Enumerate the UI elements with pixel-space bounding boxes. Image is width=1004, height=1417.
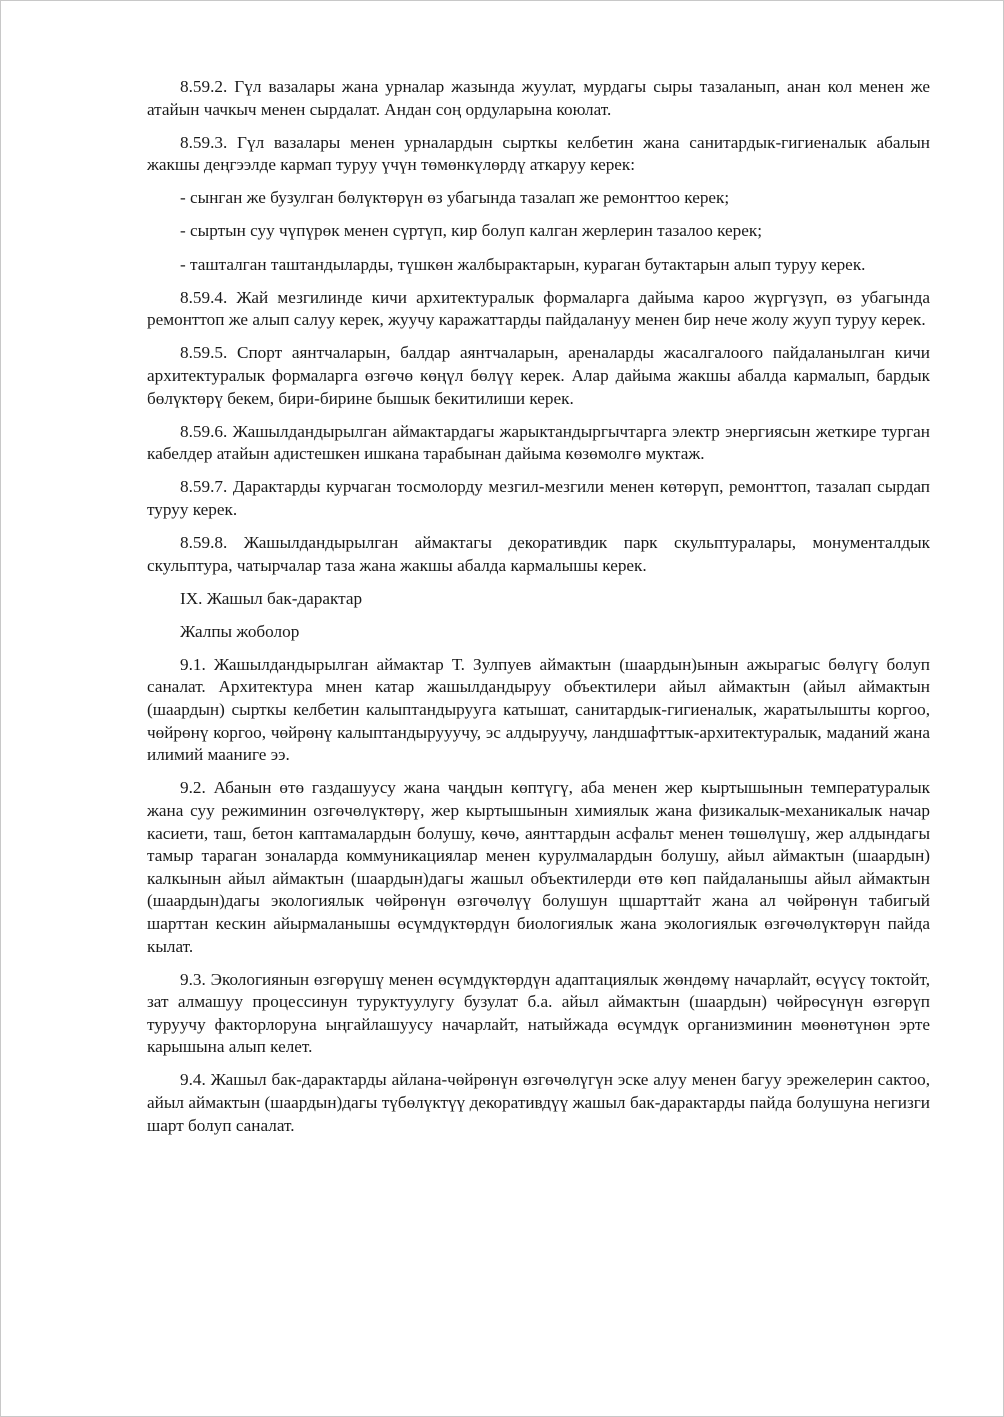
- paragraph-8-59-6: 8.59.6. Жашылдандырылган аймактардагы жарыктандыргычтарга электр энергиясын жеткире турган кабелдер атайын адистешкен ишкана тарабынан дайыма көзөмолгө муктаж.: [147, 421, 930, 464]
- paragraph-9-2: 9.2. Абанын өтө газдашуусу жана чаңдын көптүгү, аба менен жер кыртышынын температуралык жана суу режиминин озгөчөлүктөрү, жер кыртышынын химиялык жана физикалык-механикалык начар касиети, таш, бетон каптамалардын болушу, көчө, аянттардын асфальт менен төшөлүшү, жер алдындагы тамыр тараган зоналарда коммуникациялар менен курулмалардын болушу, айыл аймактын (шаардын) калкынын айыл аймактын (шаардын)дагы жашыл объектилерди өтө көп пайдаланышы айыл аймактын (шаардын)дагы экологиялык чөйрөнүн өзгөчөлүү болушун щшарттайт жана ал чөйрөнүн табигый шарттан кескин айырмаланышы өсүмдүктөрдүн биологиялык жана экологиялык өзгөчөлүктөрүн пайда кылат.: [147, 778, 930, 956]
- list-item-wipe-clean: - сыртын суу чүпүрөк менен сүртүп, кир болуп калган жерлерин тазалоо керек;: [180, 221, 763, 241]
- paragraph-8-59-7: 8.59.7. Дарактарды курчаган тосмолорду мезгил-мезгили менен көтөрүп, ремонттоп, тазалап сырдап туруу керек.: [147, 477, 930, 519]
- paragraph-8-59-8: 8.59.8. Жашылдандырылган аймактагы декоративдик парк скульптуралары, монументалдык скульптура, чатырчалар таза жана жакшы абалда кармалышы керек.: [147, 533, 930, 575]
- paragraph-8-59-5: 8.59.5. Спорт аянтчаларын, балдар аянтчаларын, ареналарды жасалгалоого пайдаланылган кичи архитектуралык формаларга өзгөчө көңүл бөлүү керек. Алар дайыма жакшы абалда кармалып, бардык бөлүктөрү бекем, бири-бирине бышык бекитилиши керек.: [147, 343, 930, 408]
- paragraph-9-1: 9.1. Жашылдандырылган аймактар Т. Зулпуев аймактын (шаардын)ынын ажырагыс бөлүгү болуп саналат. Архитектура мнен катар жашылдандыруу объектилери айыл аймактын (айыл аймактын (шаардын) сырткы келбетин калыптандырууга катышат, санитардык-гигиеналык, жаратылышты коргоо, чөйрөнү коргоо, чөйрөнү калыптандырууучу, эс алдыруучу, ландшафттык-архитектуралык, маданий жана илимий мааниге ээ.: [147, 654, 930, 765]
- subsection-heading: Жалпы жоболор: [180, 621, 300, 641]
- paragraph-8-59-3: 8.59.3. Гүл вазалары менен урналардын сырткы келбетин жана санитардык-гигиеналык абалын жакшы деңгээлде кармап туруу үчүн төмөнкүлөрдү аткаруу керек:: [147, 132, 930, 175]
- paragraph-9-4: 9.4. Жашыл бак-дарактарды айлана-чөйрөнүн өзгөчөлүгүн эске алуу менен багуу эрежелерин сактоо, айыл аймактын (шаардын)дагы түбөлүктүү декоративдүү жашыл бак-дарактарды пайда болушуна негизги шарт болуп саналат.: [147, 1070, 930, 1135]
- section-heading: IX. Жашыл бак-дарактар: [180, 588, 363, 608]
- paragraph-8-59-4: 8.59.4. Жай мезгилинде кичи архитектуралык формаларга дайыма кароо жүргүзүп, өз убагында ремонттоп же алып салуу керек, жуучу каражаттарды пайдалануу менен бир нече жолу жууп туруу керек.: [147, 287, 930, 330]
- document-body: [147, 76, 930, 1148]
- paragraph-8-59-2: 8.59.2. Гүл вазалары жана урналар жазында жуулат, мурдагы сыры тазаланып, анан кол менен же атайын чачкыч менен сырдалат. Андан соң ордуларына коюлат.: [147, 77, 930, 119]
- list-item-remove-litter: - ташталган таштандыларды, түшкөн жалбырактарын, кураган бутактарын алып туруу керек.: [180, 254, 866, 274]
- paragraph-9-3: 9.3. Экологиянын өзгөрүшү менен өсүмдүктөрдүн адаптациялык жөндөмү начарлайт, өсүүсү токтойт, зат алмашуу процессинун туруктуулугу бузулат б.а. айыл аймактын (шаардын) чөйрөсүнүн өзгөрүп туруучу факторлоруна ыңгайлашуусу начарлайт, натыйжада өсүмдүк организминин мөөнөтүнөн эрте карышына алып келет.: [147, 969, 930, 1057]
- list-item-repair-parts: - сынган же бузулган бөлүктөрүн өз убагында тазалап же ремонттоо керек;: [180, 188, 730, 208]
